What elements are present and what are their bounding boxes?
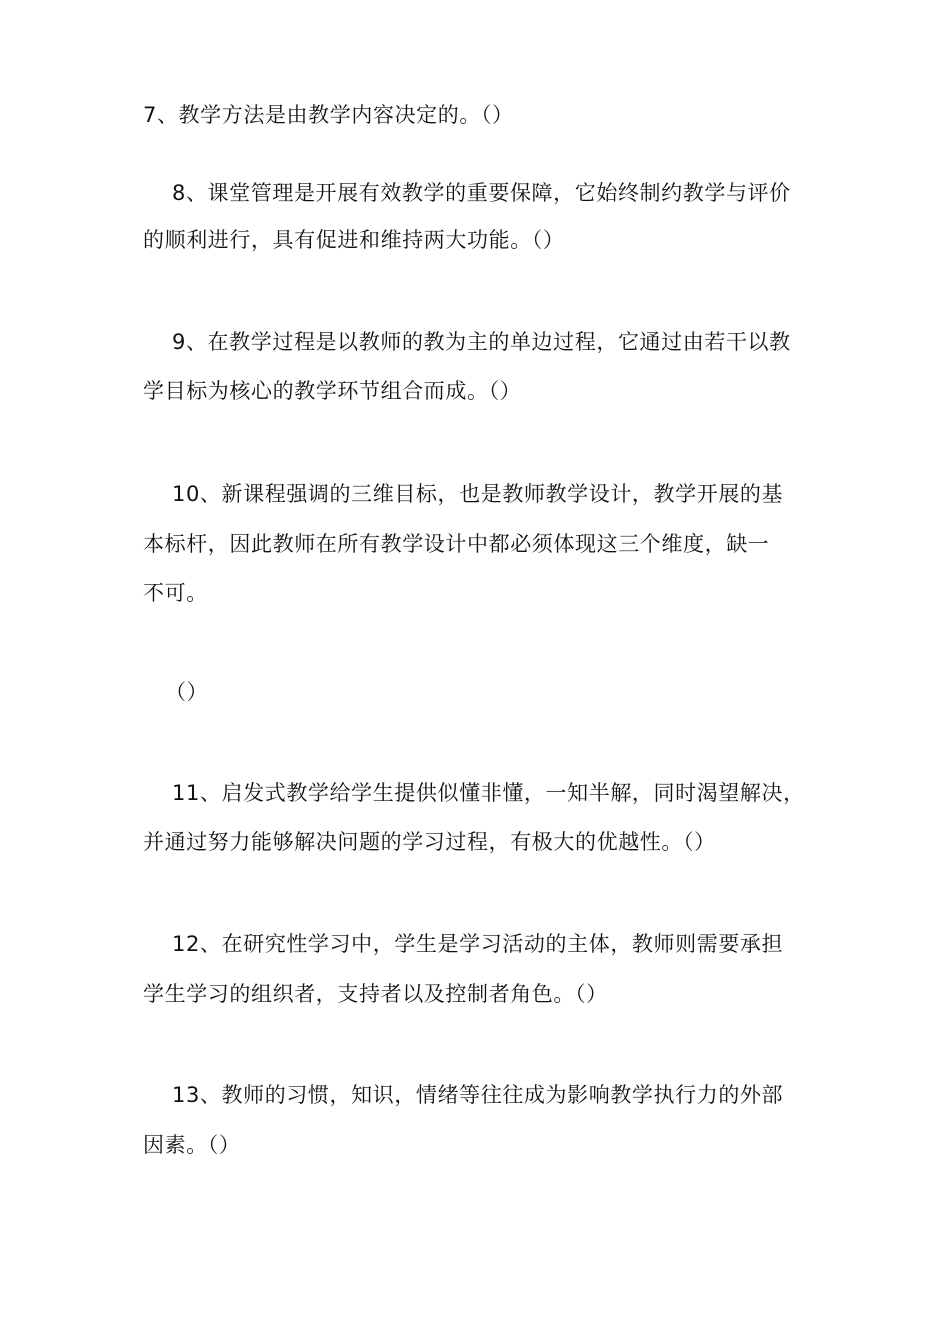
question-10-line-3: 不可。 — [143, 581, 208, 605]
question-8-line-1: 8、课堂管理是开展有效教学的重要保障，它始终制约教学与评价 — [172, 181, 791, 205]
question-13-line-2: 因素。（） — [143, 1133, 241, 1157]
question-9-line-1: 9、在教学过程是以教师的教为主的单边过程，它通过由若干以教 — [172, 330, 791, 354]
question-11-line-2: 并通过努力能够解决问题的学习过程，有极大的优越性。（） — [143, 830, 716, 854]
question-12-line-1: 12、在研究性学习中，学生是学习活动的主体，教师则需要承担 — [172, 932, 784, 956]
question-9-line-2: 学目标为核心的教学环节组合而成。（） — [143, 379, 522, 403]
question-8-line-2: 的顺利进行，具有促进和维持两大功能。（） — [143, 228, 565, 252]
question-10-line-1: 10、新课程强调的三维目标，也是教师教学设计，教学开展的基 — [172, 482, 784, 506]
question-7-line-1: 7、教学方法是由教学内容决定的。（） — [143, 103, 514, 127]
question-10-line-2: 本标杆，因此教师在所有教学设计中都必须体现这三个维度，缺一 — [143, 532, 770, 556]
question-10-answer-blank: （） — [165, 680, 209, 704]
question-13-line-1: 13、教师的习惯，知识，情绪等往往成为影响教学执行力的外部 — [172, 1083, 784, 1107]
question-11-line-1: 11、启发式教学给学生提供似懂非懂，一知半解，同时渴望解决， — [172, 781, 805, 805]
question-12-line-2: 学生学习的组织者，支持者以及控制者角色。（） — [143, 982, 608, 1006]
